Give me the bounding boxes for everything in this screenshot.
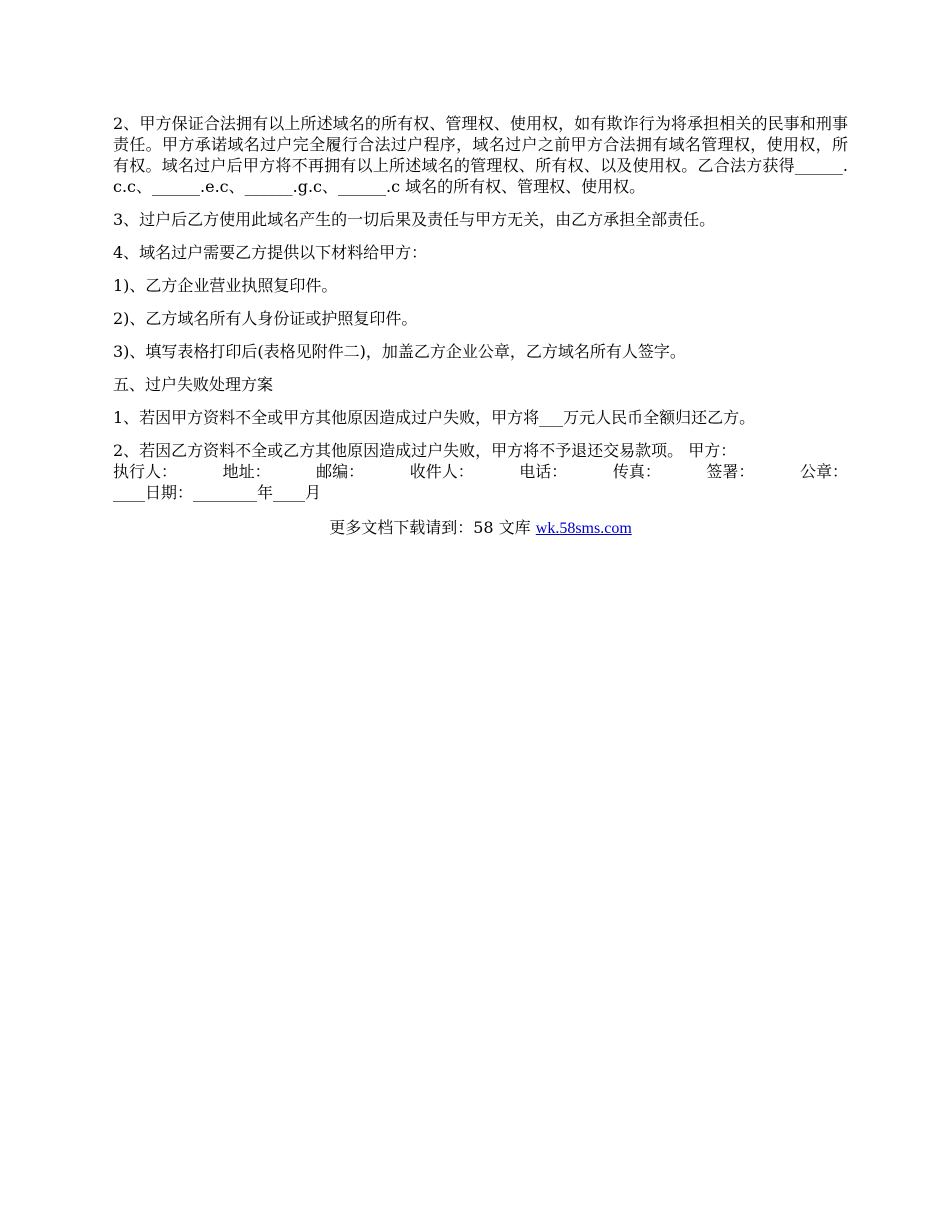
date-line: ____日期：________年____月 <box>113 483 322 502</box>
material-item-1: 1)、乙方企业营业执照复印件。 <box>113 276 338 295</box>
failure-item-1: 1、若因甲方资料不全或甲方其他原因造成过户失败，甲方将___万元人民币全额归还乙方。 <box>113 408 756 427</box>
signature-fields <box>113 461 848 482</box>
material-item-3: 3)、填写表格打印后(表格见附件二)，加盖乙方企业公章，乙方域名所有人签字。 <box>113 342 686 361</box>
signature-field-seal: 公章： <box>799 462 848 481</box>
document-body <box>113 113 848 539</box>
signature-field-address: 地址： <box>222 462 271 481</box>
paragraph-materials: 4、域名过户需要乙方提供以下材料给甲方： <box>113 243 428 262</box>
material-item-2: 2)、乙方域名所有人身份证或护照复印件。 <box>113 309 418 328</box>
signature-field-phone: 电话： <box>519 462 568 481</box>
failure-item-2-text: 2、若因乙方资料不全或乙方其他原因造成过户失败，甲方将不予退还交易款项。 甲方： <box>113 441 737 460</box>
footer-text: 更多文档下载请到：58 文库 <box>329 518 536 537</box>
signature-field-executor: 执行人： <box>113 462 178 481</box>
signature-field-fax: 传真： <box>612 462 661 481</box>
failure-item-2 <box>113 440 848 461</box>
section-heading-failure: 五、过户失败处理方案 <box>113 375 274 394</box>
paragraph-consequence: 3、过户后乙方使用此域名产生的一切后果及责任与甲方无关，由乙方承担全部责任。 <box>113 210 716 229</box>
signature-field-signed: 签署： <box>706 462 755 481</box>
paragraph-guarantee: 2、甲方保证合法拥有以上所述域名的所有权、管理权、使用权，如有欺诈行为将承担相关的民事和刑事责任。甲方承诺域名过户完全履行合法过户程序，域名过户之前甲方合法拥有域名管理权，使用权，所有权。域名过户后甲方将不再拥有以上所述域名的管理权、所有权、以及使用权。乙合法方获得______.c.c、______.e.c、______.g.c、______.c 域名的所有权、管理权、使用权。 <box>113 114 848 196</box>
signature-field-postcode: 邮编： <box>316 462 365 481</box>
failure-item-2-block <box>113 440 848 503</box>
footer-link[interactable]: wk.58sms.com <box>535 520 632 537</box>
signature-field-recipient: 收件人： <box>409 462 474 481</box>
footer <box>113 517 848 539</box>
